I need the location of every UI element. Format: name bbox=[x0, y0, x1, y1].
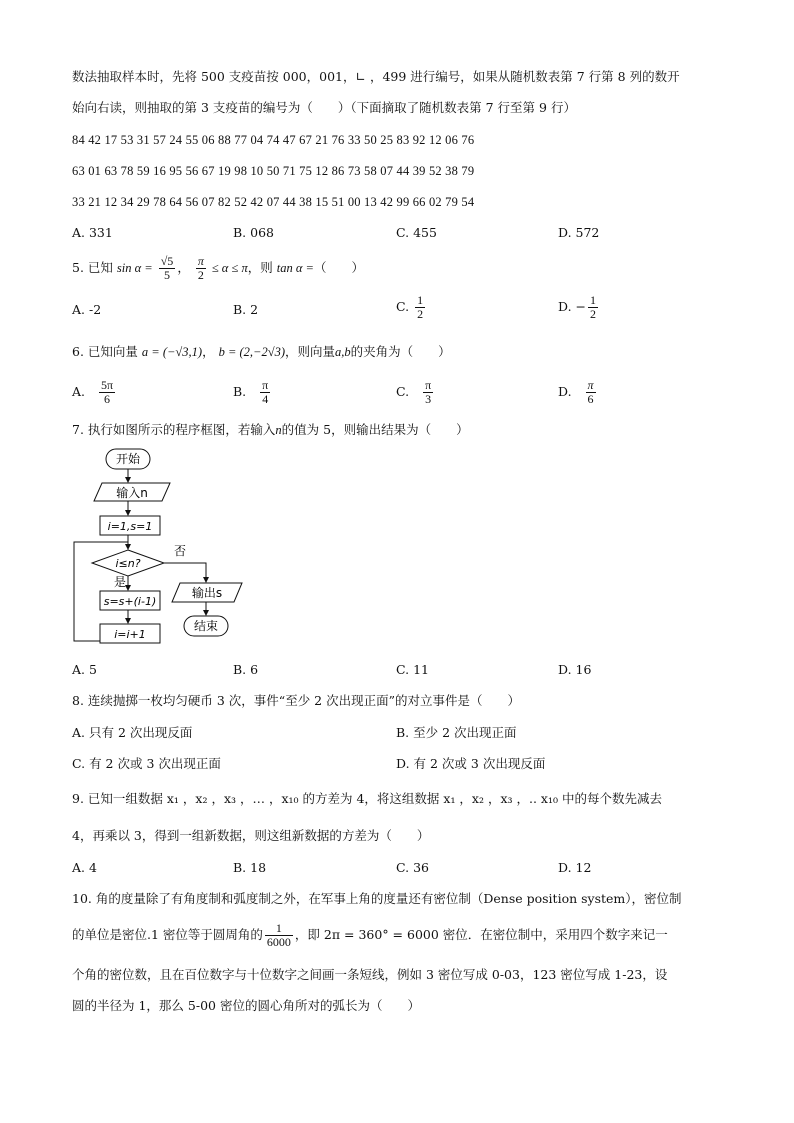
q6-optc-den: 3 bbox=[425, 392, 432, 406]
q5-optd-num: 1 bbox=[590, 293, 597, 307]
q5-option-b: B. 2 bbox=[233, 302, 259, 317]
q6-option-b bbox=[233, 377, 272, 407]
flow-condition-label: i≤n? bbox=[115, 557, 141, 570]
q5-option-a: A. -2 bbox=[72, 302, 102, 317]
q6-vector-b: b = (2,−2√3) bbox=[218, 345, 286, 359]
q5-pinum: π bbox=[197, 254, 204, 268]
q6-option-d-fraction bbox=[586, 379, 596, 406]
q6-option-d-label: D. bbox=[558, 384, 572, 399]
q10-stem-line3: 个角的密位数，且在百位数字与十位数字之间画一条短线，例如 3 密位写成 0-03，123 密位写成 1-23，设 bbox=[72, 967, 668, 982]
q9-option-a: A. 4 bbox=[72, 860, 97, 875]
q5-piden: 2 bbox=[197, 268, 204, 282]
flow-output-label: 输出s bbox=[191, 586, 223, 600]
flow-no-label: 否 bbox=[173, 544, 187, 558]
q5-fraction bbox=[159, 255, 176, 282]
q5-blank: （ ） bbox=[313, 260, 364, 275]
q5-stem bbox=[72, 253, 364, 283]
q10-frac-den: 6000 bbox=[266, 935, 291, 949]
q6-opta-den: 6 bbox=[104, 392, 111, 406]
q5-num: √5 bbox=[160, 254, 174, 268]
q7-stem-text2: 的值为 5，则输出结果为（ ） bbox=[281, 422, 469, 437]
q6-option-b-fraction bbox=[260, 379, 270, 406]
q6-tail: 的夹角为（ ） bbox=[350, 344, 451, 359]
q5-sin: sin α = bbox=[116, 261, 153, 275]
q5-option-c-fraction bbox=[415, 294, 425, 321]
q6-opta-num: 5π bbox=[101, 378, 114, 392]
flow-start-label: 开始 bbox=[115, 452, 141, 466]
q9-stem-line1: 9. 已知一组数据 x₁ ，x₂ ，x₃ ，… ，x₁₀ 的方差为 4，将这组数据 x₁ ，x₂ ，x₃ ，.. x₁₀ 中的每个数先减去 bbox=[72, 791, 662, 806]
q5-den: 5 bbox=[164, 268, 171, 282]
q7-option-c: C. 11 bbox=[396, 662, 429, 677]
q5-option-c bbox=[396, 292, 427, 322]
q7-stem-text: 7. 执行如图所示的程序框图，若输入 bbox=[72, 422, 276, 437]
flow-yes-label: 是 bbox=[113, 575, 127, 589]
flow-end-label: 结束 bbox=[193, 619, 219, 633]
q6-option-a-label: A. bbox=[72, 384, 86, 399]
q7-option-d: D. 16 bbox=[558, 662, 592, 677]
q6-option-c bbox=[396, 377, 435, 407]
q5-then: ，则 bbox=[247, 260, 273, 275]
q7-option-b: B. 6 bbox=[233, 662, 259, 677]
q10-stem-line2 bbox=[72, 920, 668, 950]
q6-option-c-fraction bbox=[423, 379, 433, 406]
q5-sep: ， bbox=[177, 260, 190, 275]
q6-optd-num: π bbox=[587, 378, 594, 392]
random-table-row-7: 84 42 17 53 31 57 24 55 06 88 77 04 74 47 67 21 76 33 50 25 83 92 12 06 76 bbox=[72, 133, 475, 147]
q8-stem: 8. 连续抛掷一枚均匀硬币 3 次，事件“至少 2 次出现正面”的对立事件是（ ） bbox=[72, 693, 520, 708]
flow-init-label: i=1,s=1 bbox=[107, 520, 153, 533]
q4-option-d: D. 572 bbox=[558, 225, 600, 240]
q6-prefix: 6. 已知向量 bbox=[72, 344, 138, 359]
q6-optb-den: 4 bbox=[262, 392, 269, 406]
q6-option-c-label: C. bbox=[396, 384, 410, 399]
q6-option-d bbox=[558, 377, 598, 407]
q5-pi-fraction bbox=[196, 255, 206, 282]
q5-option-d bbox=[558, 292, 600, 322]
q10-stem-line4: 圆的半径为 1，那么 5-00 密位的圆心角所对的弧长为（ ） bbox=[72, 998, 420, 1013]
random-table-row-9: 33 21 12 34 29 78 64 56 07 82 52 42 07 44 38 15 51 00 13 42 99 66 02 79 54 bbox=[72, 195, 475, 209]
q6-ab: a,b bbox=[335, 345, 351, 359]
q7-option-a: A. 5 bbox=[72, 662, 97, 677]
q5-prefix: 5. 已知 bbox=[72, 260, 113, 275]
q6-option-b-label: B. bbox=[233, 384, 247, 399]
q5-optd-den: 2 bbox=[590, 307, 597, 321]
q8-option-c: C. 有 2 次或 3 次出现正面 bbox=[72, 756, 221, 771]
q4-option-b: B. 068 bbox=[233, 225, 274, 240]
q5-option-c-label: C. bbox=[396, 299, 410, 314]
q5-option-d-sign: − bbox=[575, 299, 587, 314]
q4-option-c: C. 455 bbox=[396, 225, 437, 240]
q5-optc-den: 2 bbox=[417, 307, 424, 321]
q6-optc-num: π bbox=[425, 378, 432, 392]
q7-stem bbox=[72, 422, 469, 438]
q6-optb-num: π bbox=[262, 378, 269, 392]
q6-option-a-fraction bbox=[99, 379, 115, 406]
q9-option-c: C. 36 bbox=[396, 860, 429, 875]
q4-stem-line1: 数法抽取样本时，先将 500 支疫苗按 000，001，∟ ，499 进行编号，如果从随机数表第 7 行第 8 列的数开 bbox=[72, 69, 680, 84]
q9-option-d: D. 12 bbox=[558, 860, 592, 875]
q5-optc-num: 1 bbox=[417, 293, 424, 307]
flow-input-label: 输入n bbox=[116, 486, 148, 500]
q5-range: ≤ α ≤ π bbox=[211, 261, 248, 275]
flowchart bbox=[70, 445, 270, 655]
q6-stem bbox=[72, 344, 451, 360]
q4-option-a: A. 331 bbox=[72, 225, 113, 240]
q10-frac-num: 1 bbox=[265, 922, 293, 936]
q10-fraction bbox=[265, 922, 293, 949]
q5-option-d-fraction bbox=[588, 294, 598, 321]
q10-stem-line1: 10. 角的度量除了有角度制和弧度制之外，在军事上角的度量还有密位制（Dense position system），密位制 bbox=[72, 891, 682, 906]
q10-line2-b: ，即 2π = 360° = 6000 密位．在密位制中，采用四个数字来记一 bbox=[294, 927, 668, 942]
flow-increment-label: i=i+1 bbox=[114, 628, 146, 641]
random-table-row-8: 63 01 63 78 59 16 95 56 67 19 98 10 50 71 75 12 86 73 58 07 44 39 52 38 79 bbox=[72, 164, 475, 178]
q10-line2-a: 的单位是密位.1 密位等于圆周角的 bbox=[72, 927, 263, 942]
q6-vector-a: a = (−√3,1) bbox=[141, 345, 203, 359]
q8-option-d: D. 有 2 次或 3 次出现反面 bbox=[396, 756, 546, 771]
flow-update-label: s=s+(i-1) bbox=[103, 595, 157, 608]
q9-stem-line2: 4，再乘以 3，得到一组新数据，则这组新数据的方差为（ ） bbox=[72, 828, 430, 843]
q6-sep: ， bbox=[202, 344, 215, 359]
q5-option-d-label: D. bbox=[558, 299, 572, 314]
q9-option-b: B. 18 bbox=[233, 860, 267, 875]
q5-tan: tan α = bbox=[276, 261, 314, 275]
q6-option-a bbox=[72, 377, 117, 407]
q7-n: n bbox=[275, 423, 282, 437]
q4-stem-line2: 始向右读，则抽取的第 3 支疫苗的编号为（ ）（下面摘取了随机数表第 7 行至第 9 行） bbox=[72, 100, 576, 115]
q8-option-a: A. 只有 2 次出现反面 bbox=[72, 725, 193, 740]
q6-optd-den: 6 bbox=[587, 392, 594, 406]
q6-mid: ，则向量 bbox=[285, 344, 336, 359]
q8-option-b: B. 至少 2 次出现正面 bbox=[396, 725, 517, 740]
